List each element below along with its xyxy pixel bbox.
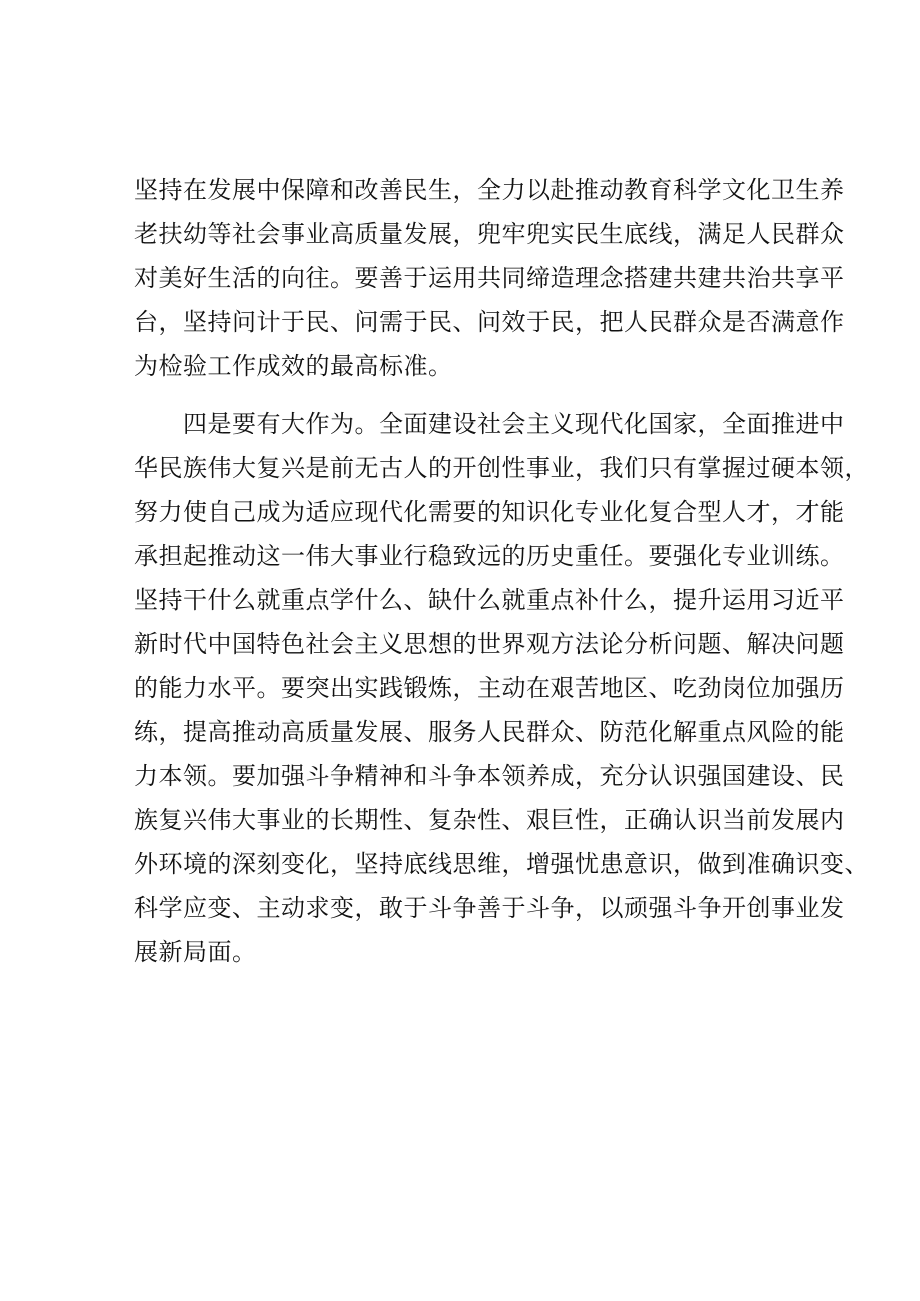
paragraph-line: 展新局面。 bbox=[134, 938, 257, 966]
paragraph-line: 新时代中国特色社会主义思想的世界观方法论分析问题、解决问题 bbox=[134, 630, 845, 658]
paragraph-line: 力本领。要加强斗争精神和斗争本领养成，充分认识强国建设、民 bbox=[134, 762, 845, 790]
paragraph-line: 对美好生活的向往。要善于运用共同缔造理念搭建共建共治共享平 bbox=[134, 264, 845, 292]
paragraph-line: 老扶幼等社会事业高质量发展，兜牢兜实民生底线，满足人民群众 bbox=[134, 220, 845, 248]
paragraph-line: 练，提高推动高质量发展、服务人民群众、防范化解重点风险的能 bbox=[134, 718, 845, 746]
paragraph-line: 台，坚持问计于民、问需于民、问效于民，把人民群众是否满意作 bbox=[134, 308, 845, 336]
paragraph-line: 外环境的深刻变化，坚持底线思维，增强忧患意识，做到准确识变、 bbox=[134, 850, 869, 878]
paragraph-line: 为检验工作成效的最高标准。 bbox=[134, 352, 453, 380]
paragraph-line: 族复兴伟大事业的长期性、复杂性、艰巨性，正确认识当前发展内 bbox=[134, 806, 845, 834]
paragraph-line: 坚持干什么就重点学什么、缺什么就重点补什么，提升运用习近平 bbox=[134, 586, 845, 614]
paragraph-line: 承担起推动这一伟大事业行稳致远的历史重任。要强化专业训练。 bbox=[134, 542, 845, 570]
paragraph-2 bbox=[134, 402, 869, 974]
paragraph-line: 科学应变、主动求变，敢于斗争善于斗争，以顽强斗争开创事业发 bbox=[134, 894, 845, 922]
paragraph-spacer bbox=[134, 388, 804, 402]
paragraph-line: 华民族伟大复兴是前无古人的开创性事业，我们只有掌握过硬本领， bbox=[134, 454, 869, 482]
paragraph-line: 坚持在发展中保障和改善民生，全力以赴推动教育科学文化卫生养 bbox=[134, 176, 845, 204]
paragraph-line: 努力使自己成为适应现代化需要的知识化专业化复合型人才，才能 bbox=[134, 498, 845, 526]
paragraph-line: 四是要有大作为。全面建设社会主义现代化国家，全面推进中 bbox=[134, 410, 845, 438]
body-text bbox=[134, 168, 869, 974]
paragraph-1 bbox=[134, 168, 845, 388]
paragraph-line: 的能力水平。要突出实践锻炼，主动在艰苦地区、吃劲岗位加强历 bbox=[134, 674, 845, 702]
